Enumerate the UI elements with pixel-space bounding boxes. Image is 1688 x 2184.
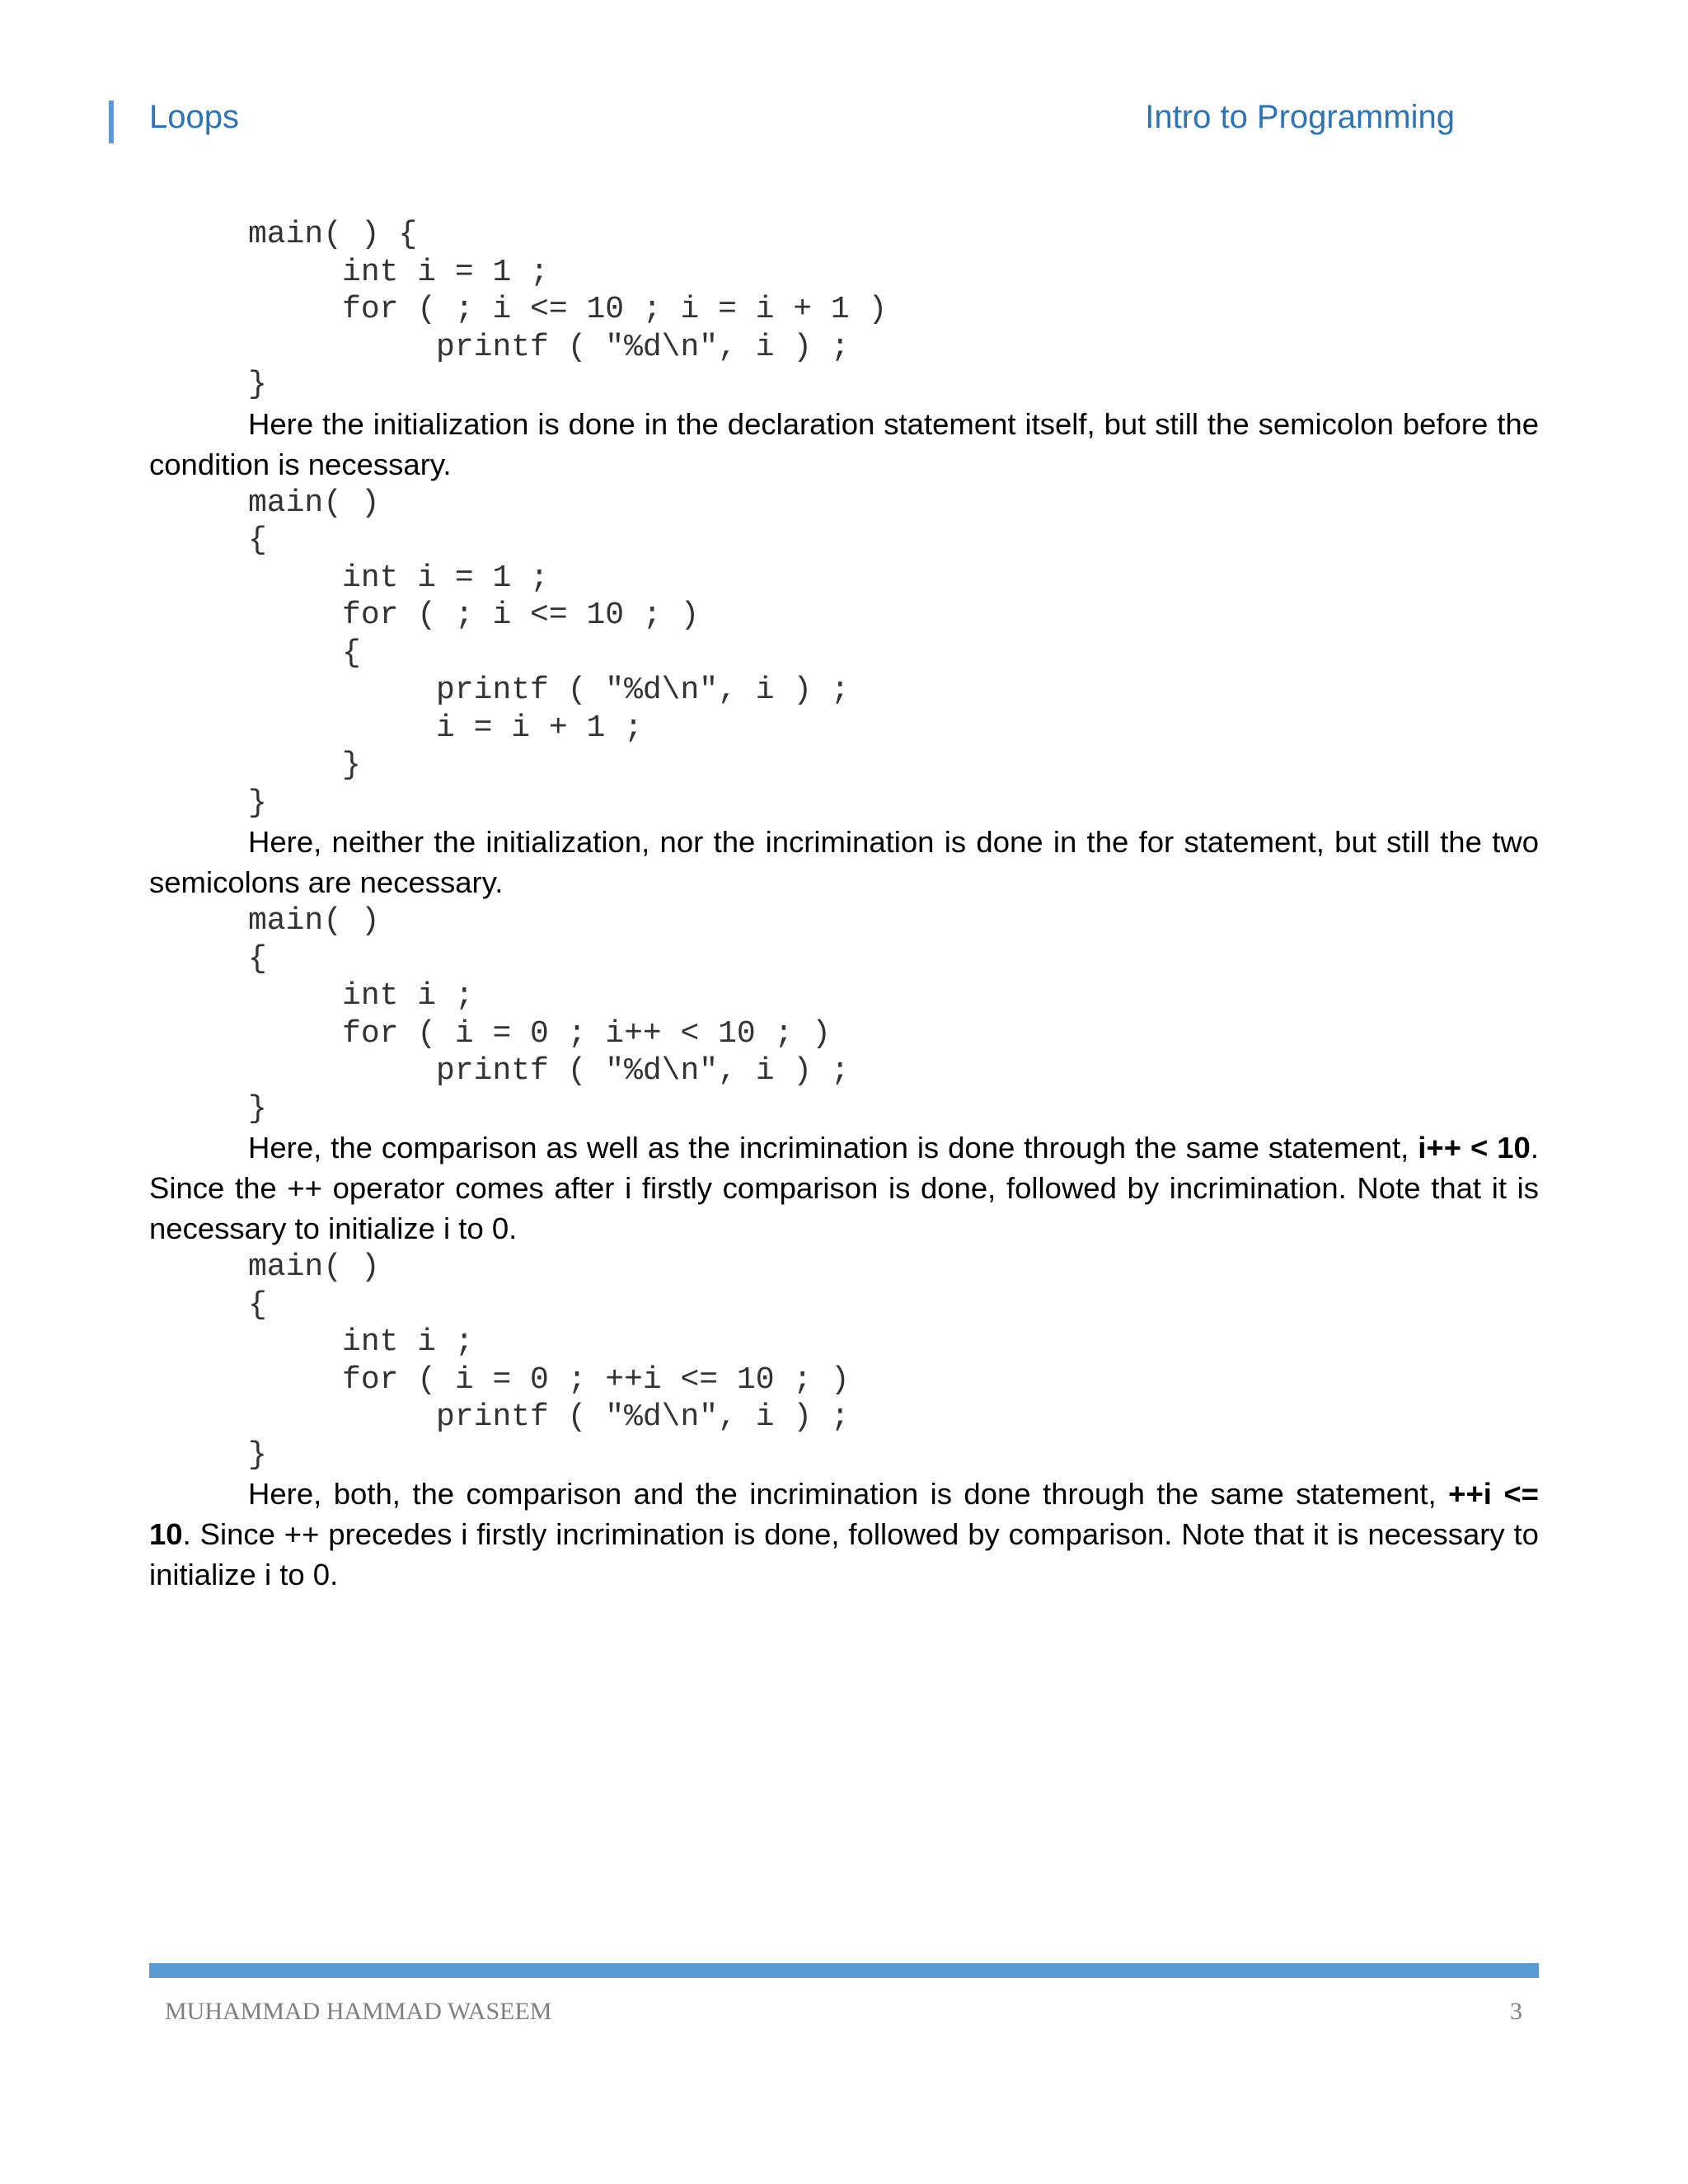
paragraph-4-pre: Here, both, the comparison and the incrimination is done through the same statement,	[248, 1477, 1449, 1511]
header-chapter-title: Loops	[149, 99, 239, 135]
code-block-4: main( ) { int i ; for ( i = 0 ; ++i <= 10 ; ) printf ( "%d\n", i ) ; }	[248, 1249, 850, 1473]
paragraph-4-bold: ++i <= 10	[149, 1477, 1539, 1551]
paragraph-4-post: . Since ++ precedes i firstly incrimination is done, followed by comparison. Note that it is necessary to initialize i to 0.	[149, 1517, 1539, 1591]
paragraph-1: Here the initialization is done in the declaration statement itself, but still the semicolon before the condition is necessary.	[149, 406, 1539, 481]
header-course-title: Intro to Programming	[1145, 99, 1455, 135]
footer-author: MUHAMMAD HAMMAD WASEEM	[165, 1998, 552, 2025]
paragraph-3-pre: Here, the comparison as well as the incrimination is done through the same statement,	[248, 1131, 1418, 1165]
paragraph-2: Here, neither the initialization, nor the incrimination is done in the for statement, but still the two semicolons are necessary.	[149, 825, 1539, 899]
code-block-2: main( ) { int i = 1 ; for ( ; i <= 10 ; ) { printf ( "%d\n", i ) ; i = i + 1 ; } }	[248, 485, 850, 821]
page-body	[149, 216, 1539, 1595]
paragraph-3-bold: i++ < 10	[1418, 1131, 1531, 1165]
code-block-3: main( ) { int i ; for ( i = 0 ; i++ < 10 ; ) printf ( "%d\n", i ) ; }	[248, 903, 850, 1127]
page-number: 3	[1510, 1998, 1522, 2025]
paragraph-4	[149, 1474, 1539, 1595]
paragraph-3-post: . Since the ++ operator comes after i firstly comparison is done, followed by incrimination. Note that it is necessary to initialize i to 0.	[149, 1131, 1539, 1245]
paragraph-3	[149, 1127, 1539, 1249]
footer-rule	[149, 1963, 1539, 1978]
header-accent-bar	[109, 101, 114, 143]
code-block-1: main( ) { int i = 1 ; for ( ; i <= 10 ; i = i + 1 ) printf ( "%d\n", i ) ; }	[248, 217, 888, 402]
